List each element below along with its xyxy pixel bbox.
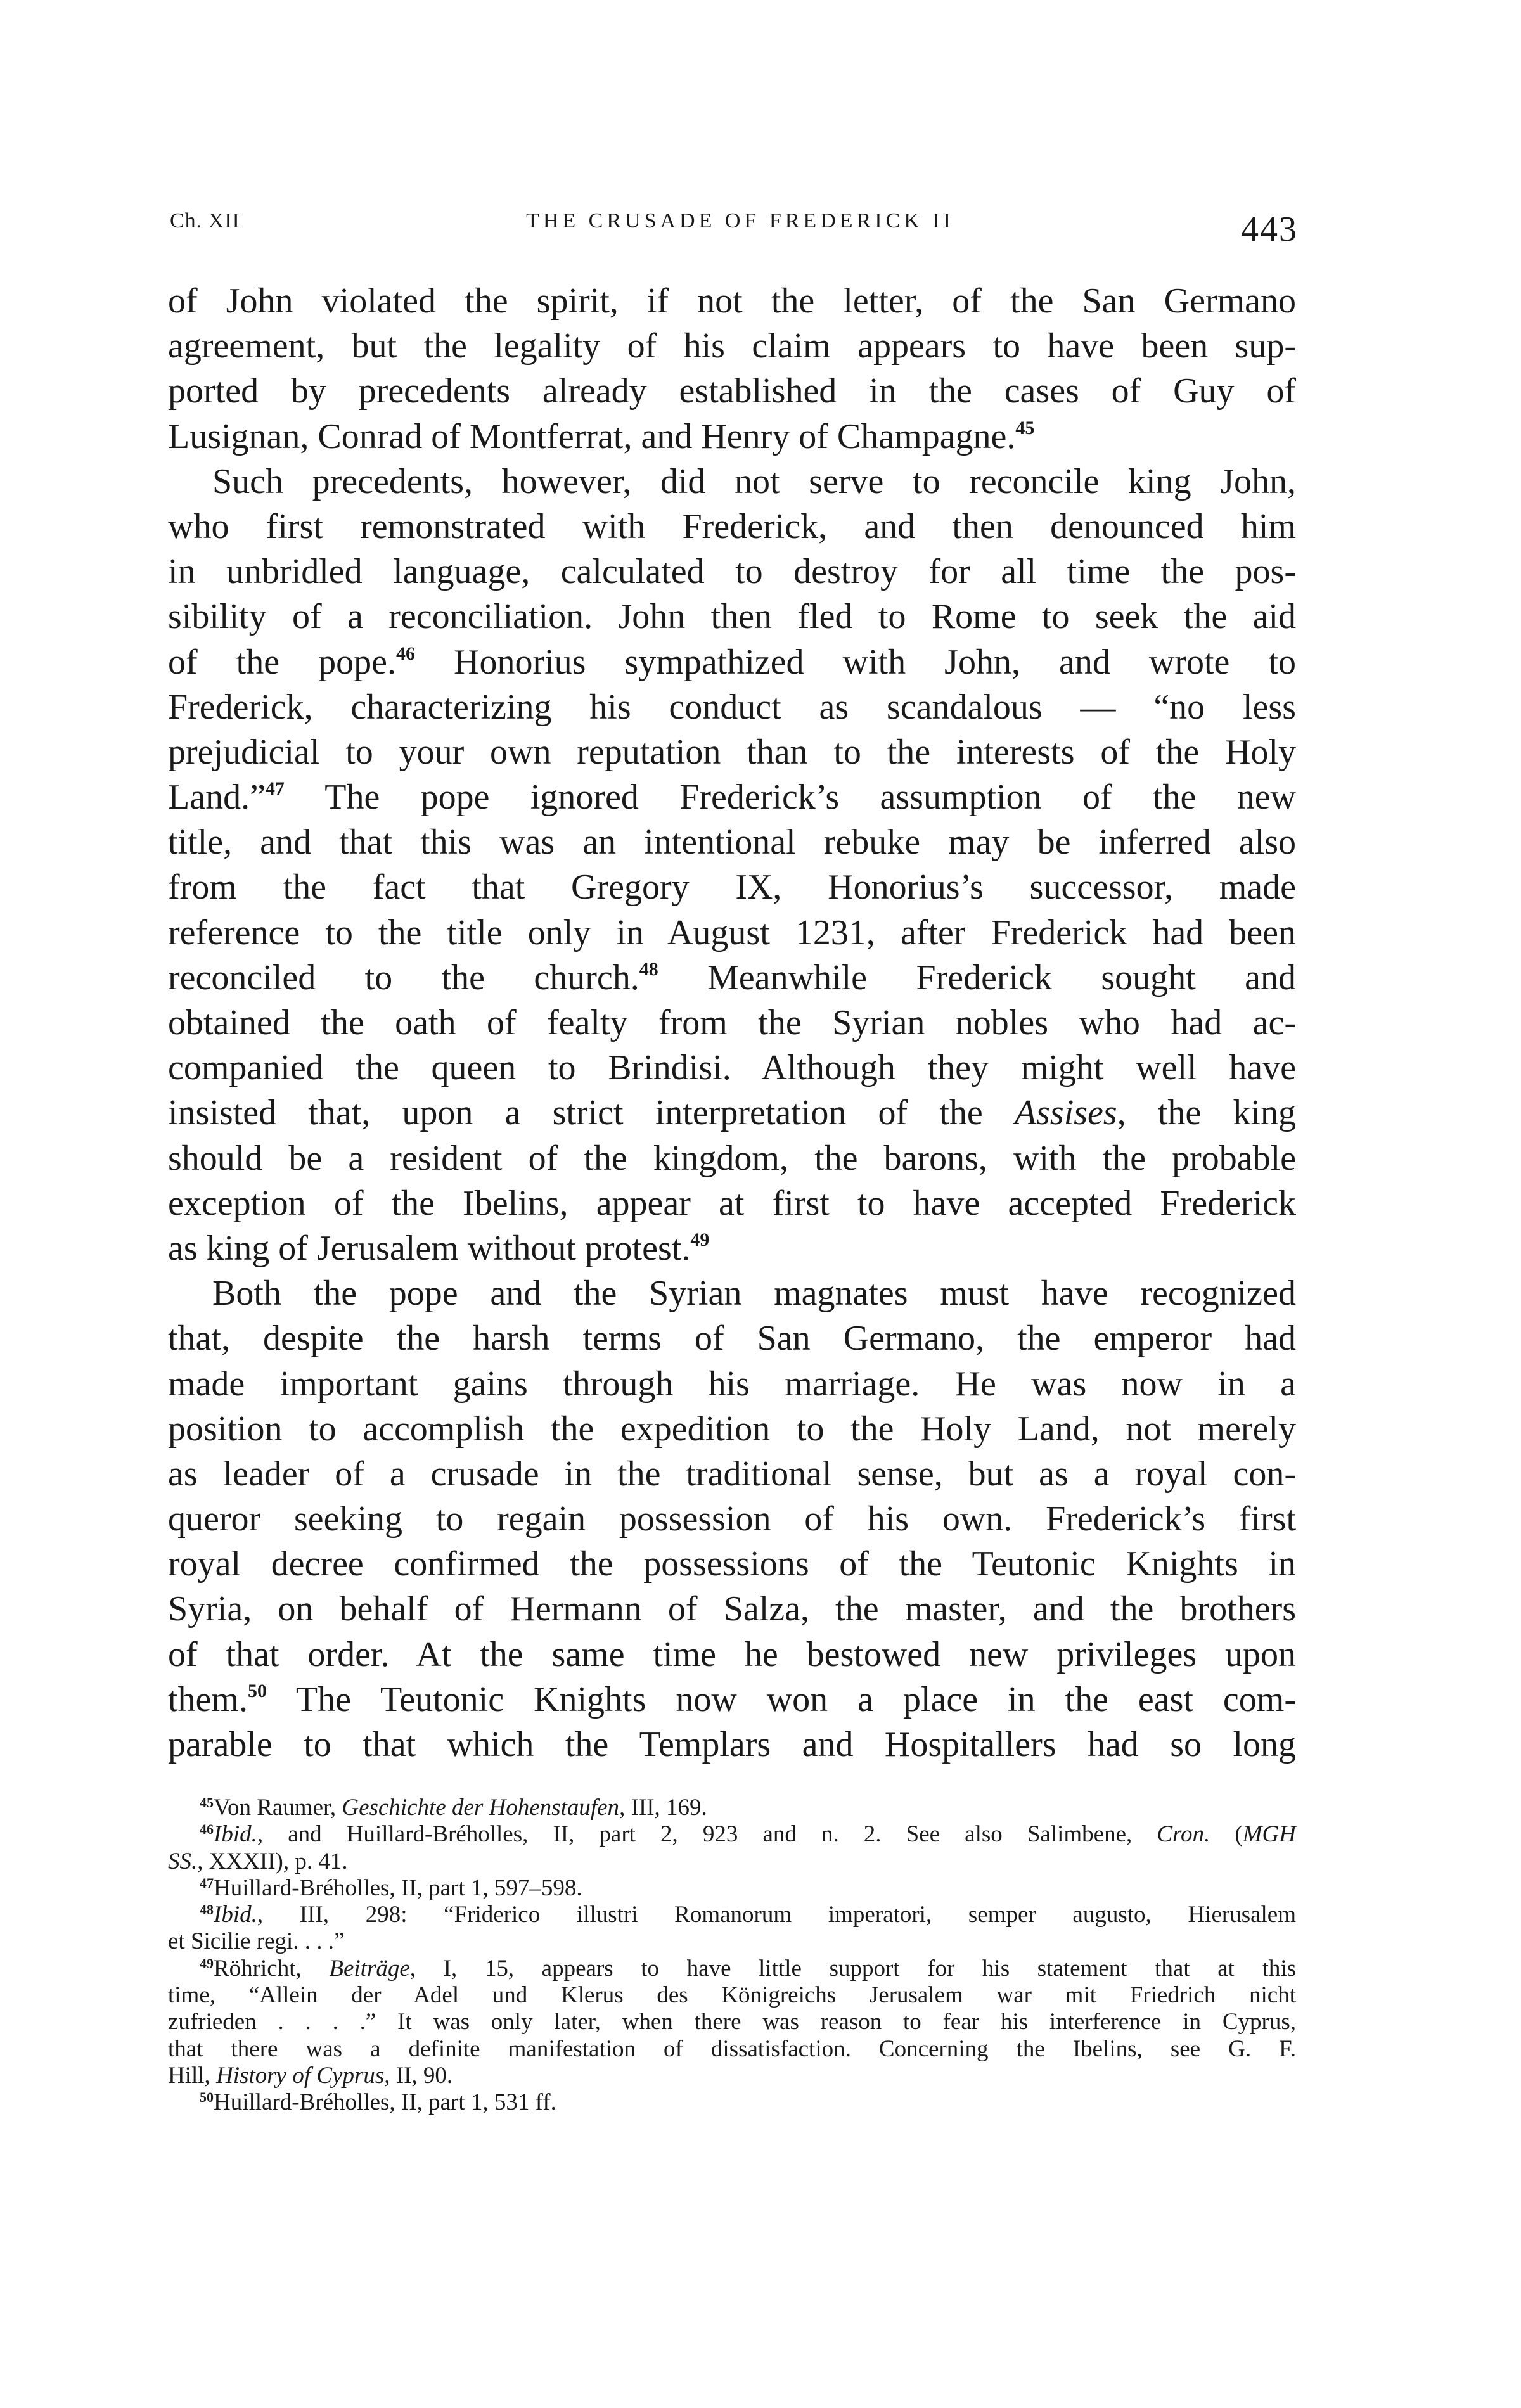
footnote-45: $^{45}$Von Raumer, Geschichte der Hohenstaufen, III, 169. [200, 1795, 707, 1821]
footnote-46: $^{46}$Ibid., and Huillard-Bréholles, II, part 2, 923 and n. 2. See also Salimbene, Cron. (MGH [200, 1821, 1296, 1848]
body-line: Frederick, characterizing his conduct as scandalous — “no less [168, 687, 1296, 727]
page-number: 443 [1241, 210, 1298, 249]
body-line: them.$^{50}$ The Teutonic Knights now won a place in the east com- [168, 1679, 1296, 1719]
footnote-marker: 45 [200, 1795, 214, 1810]
body-line: should be a resident of the kingdom, the barons, with the probable [168, 1138, 1296, 1178]
footnote-49-cont: Hill, History of Cyprus, II, 90. [168, 2062, 453, 2089]
body-line: Both the pope and the Syrian magnates must have recognized [212, 1274, 1296, 1314]
body-line: obtained the oath of fealty from the Syrian nobles who had ac- [168, 1003, 1296, 1042]
body-line: in unbridled language, calculated to destroy for all time the pos- [168, 552, 1296, 592]
footnote-49-cont: zufrieden . . . .” It was only later, when there was reason to fear his interference in Cyprus, [168, 2009, 1296, 2035]
body-line: Lusignan, Conrad of Montferrat, and Henry of Champagne.$^{45}$ [168, 416, 1035, 456]
chapter-label: Ch. XII [170, 209, 240, 233]
body-line: queror seeking to regain possession of his own. Frederick’s first [168, 1499, 1296, 1539]
footnotes [168, 1795, 1296, 2117]
footnote-marker: 48 [200, 1902, 214, 1918]
footnote-49-cont: that there was a definite manifestation of dissatisfaction. Concerning the Ibelins, see G. F. [168, 2035, 1296, 2062]
footnote-46-cont: SS., XXXII), p. 41. [168, 1848, 348, 1874]
body-line: position to accomplish the expedition to the Holy Land, not merely [168, 1409, 1296, 1449]
footnote-ref: 46 [396, 643, 415, 664]
footnote-50: $^{50}$Huillard-Bréholles, II, part 1, 531 ff. [200, 2089, 556, 2116]
body-line: sibility of a reconciliation. John then fled to Rome to seek the aid [168, 597, 1296, 637]
footnote-marker: 50 [200, 2089, 214, 2106]
body-line: of John violated the spirit, if not the letter, of the San Germano [168, 281, 1296, 321]
footnote-49-cont: time, “Allein der Adel und Klerus des Königreichs Jerusalem war mit Friedrich nicht [168, 1982, 1296, 2009]
footnote-ref: 47 [265, 778, 285, 800]
body-line: reference to the title only in August 1231, after Frederick had been [168, 913, 1296, 952]
body-text [168, 279, 1296, 1767]
body-line: Such precedents, however, did not serve to reconcile king John, [212, 461, 1296, 501]
body-line: of the pope.$^{46}$ Honorius sympathized with John, and wrote to [168, 642, 1297, 682]
body-line: ported by precedents already established in the cases of Guy of [168, 371, 1296, 411]
body-line: made important gains through his marriage. He was now in a [168, 1364, 1296, 1404]
footnote-48-cont: et Sicilie regi. . . .” [168, 1928, 345, 1955]
body-line: agreement, but the legality of his claim appears to have been sup- [168, 326, 1296, 366]
running-title: THE CRUSADE OF FREDERICK II [526, 209, 954, 233]
body-line: companied the queen to Brindisi. Although they might well have [168, 1048, 1296, 1088]
body-line: royal decree confirmed the possessions of the Teutonic Knights in [168, 1544, 1296, 1584]
body-line: that, despite the harsh terms of San Germano, the emperor had [168, 1319, 1296, 1359]
body-line: of that order. At the same time he bestowed new privileges upon [168, 1634, 1296, 1674]
body-line: Land.”$^{47}$ The pope ignored Frederick’s assumption of the new [168, 778, 1296, 817]
body-line: reconciled to the church.$^{48}$ Meanwhile Frederick sought and [168, 957, 1296, 997]
footnote-ref: 50 [247, 1680, 267, 1701]
footnote-ref: 45 [1015, 417, 1035, 439]
footnote-47: $^{47}$Huillard-Bréholles, II, part 1, 597–598. [200, 1874, 582, 1901]
body-line: who first remonstrated with Frederick, and then denounced him [168, 506, 1296, 546]
body-line: as leader of a crusade in the traditional sense, but as a royal con- [168, 1454, 1296, 1494]
running-header [170, 209, 1298, 260]
footnote-48: $^{48}$Ibid., III, 298: “Friderico illustri Romanorum imperatori, semper augusto, Hierusalem [200, 1902, 1296, 1928]
footnote-ref: 48 [639, 958, 658, 980]
footnote-marker: 47 [200, 1874, 214, 1891]
body-line: exception of the Ibelins, appear at first to have accepted Frederick [168, 1183, 1296, 1223]
body-line: title, and that this was an intentional rebuke may be inferred also [168, 823, 1296, 862]
footnote-ref: 49 [690, 1229, 710, 1250]
footnote-marker: 46 [200, 1821, 214, 1838]
body-line: Syria, on behalf of Hermann of Salza, the master, and the brothers [168, 1589, 1296, 1629]
body-line: from the fact that Gregory IX, Honorius’s successor, made [168, 868, 1296, 907]
body-line: insisted that, upon a strict interpretation of the Assises, the king [168, 1093, 1296, 1133]
body-line: as king of Jerusalem without protest.$^{49}$ [168, 1228, 710, 1268]
footnote-49: $^{49}$Röhricht, Beiträge, I, 15, appears to have little support for his statement that at this [200, 1955, 1296, 1982]
body-line: parable to that which the Templars and Hospitallers had so long [168, 1725, 1296, 1764]
body-line: prejudicial to your own reputation than to the interests of the Holy [168, 732, 1296, 772]
footnote-marker: 49 [200, 1955, 214, 1971]
